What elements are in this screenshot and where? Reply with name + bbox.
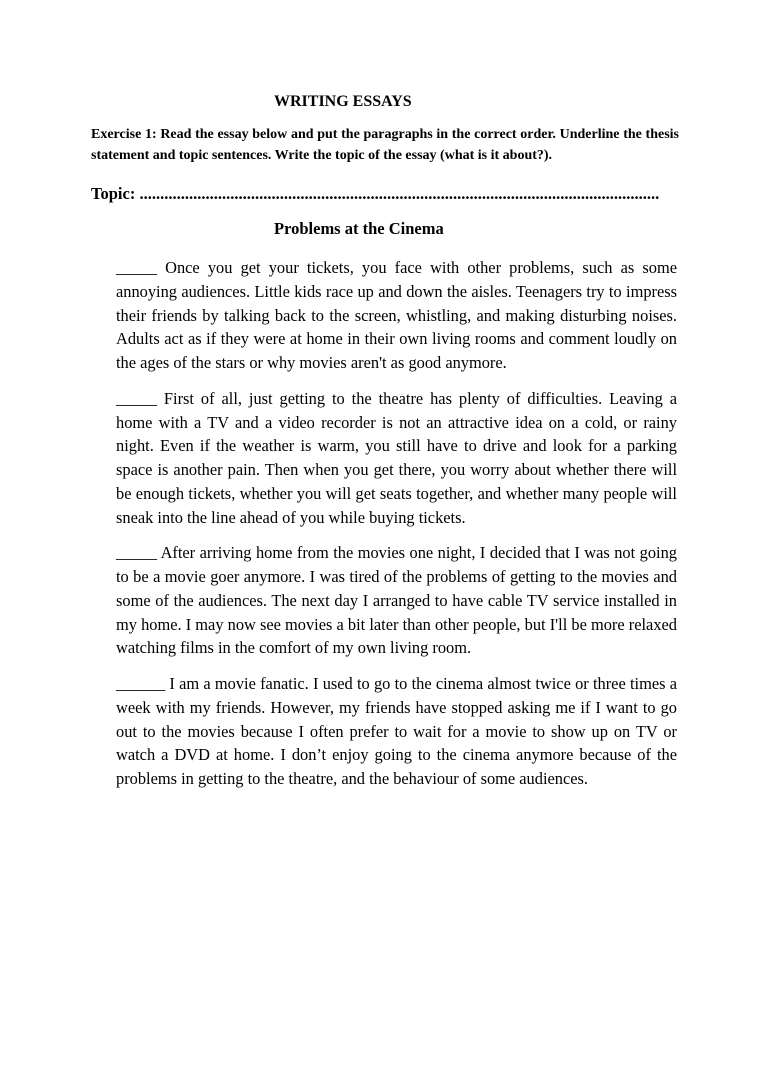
- topic-blank: ..............................................................................................................................: [139, 184, 660, 203]
- essay-paragraph: [116, 256, 677, 375]
- topic-line: [91, 182, 691, 206]
- page-title: WRITING ESSAYS: [274, 93, 412, 110]
- topic-label: Topic:: [91, 184, 136, 203]
- paragraph-text: After arriving home from the movies one night, I decided that I was not going to be a movie goer anymore. I was tired of the problems of getting to the movies and some of the audiences. The next day I arranged to have cable TV service installed in my home. I may now see movies a bit later than other people, but I'll be more relaxed watching films in the comfort of my own living room.: [116, 543, 677, 658]
- paragraph-order-blank: _____: [116, 543, 157, 563]
- paragraph-text: Once you get your tickets, you face with other problems, such as some annoying audiences. Little kids race up and down the aisles. Teenagers try to impress their friends by talking back to the screen, whistling, and making disturbing noises. Adults act as if they were at home in their own living rooms and comment loudly on the ages of the stars or why movies aren't as good anymore.: [116, 258, 677, 372]
- essay-paragraph: [116, 672, 677, 791]
- paragraph-order-blank: _____: [116, 258, 157, 277]
- paragraph-text: First of all, just getting to the theatre has plenty of difficulties. Leaving a home with a TV and a video recorder is not an attractive idea on a cold, or rainy night. Even if the weather is warm, you still have to drive and look for a parking space is another pain. Then when you get there, you worry about whether there will be enough tickets, whether you will get seats together, and whether many people will sneak into the line ahead of you while buying tickets.: [116, 388, 677, 527]
- essay-title: Problems at the Cinema: [274, 219, 444, 238]
- exercise-instructions: Exercise 1: Read the essay below and put the paragraphs in the correct order. Underline the thesis statement and topic sentences. Write the topic of the essay (what is it about?).: [91, 127, 679, 163]
- essay-paragraph: [116, 387, 677, 530]
- paragraph-text: I am a movie fanatic. I used to go to the cinema almost twice or three times a week with my friends. However, my friends have stopped asking me if I want to go out to the movies because I often prefer to wait for a movie to show up on TV or watch a DVD at home. I don’t enjoy going to the cinema anymore because of the problems in getting to the theatre, and the behaviour of some audiences.: [116, 674, 677, 788]
- essay-body: [116, 256, 677, 803]
- paragraph-order-blank: _____: [116, 388, 157, 408]
- essay-paragraph: [116, 541, 677, 660]
- paragraph-order-blank: ______: [116, 674, 166, 693]
